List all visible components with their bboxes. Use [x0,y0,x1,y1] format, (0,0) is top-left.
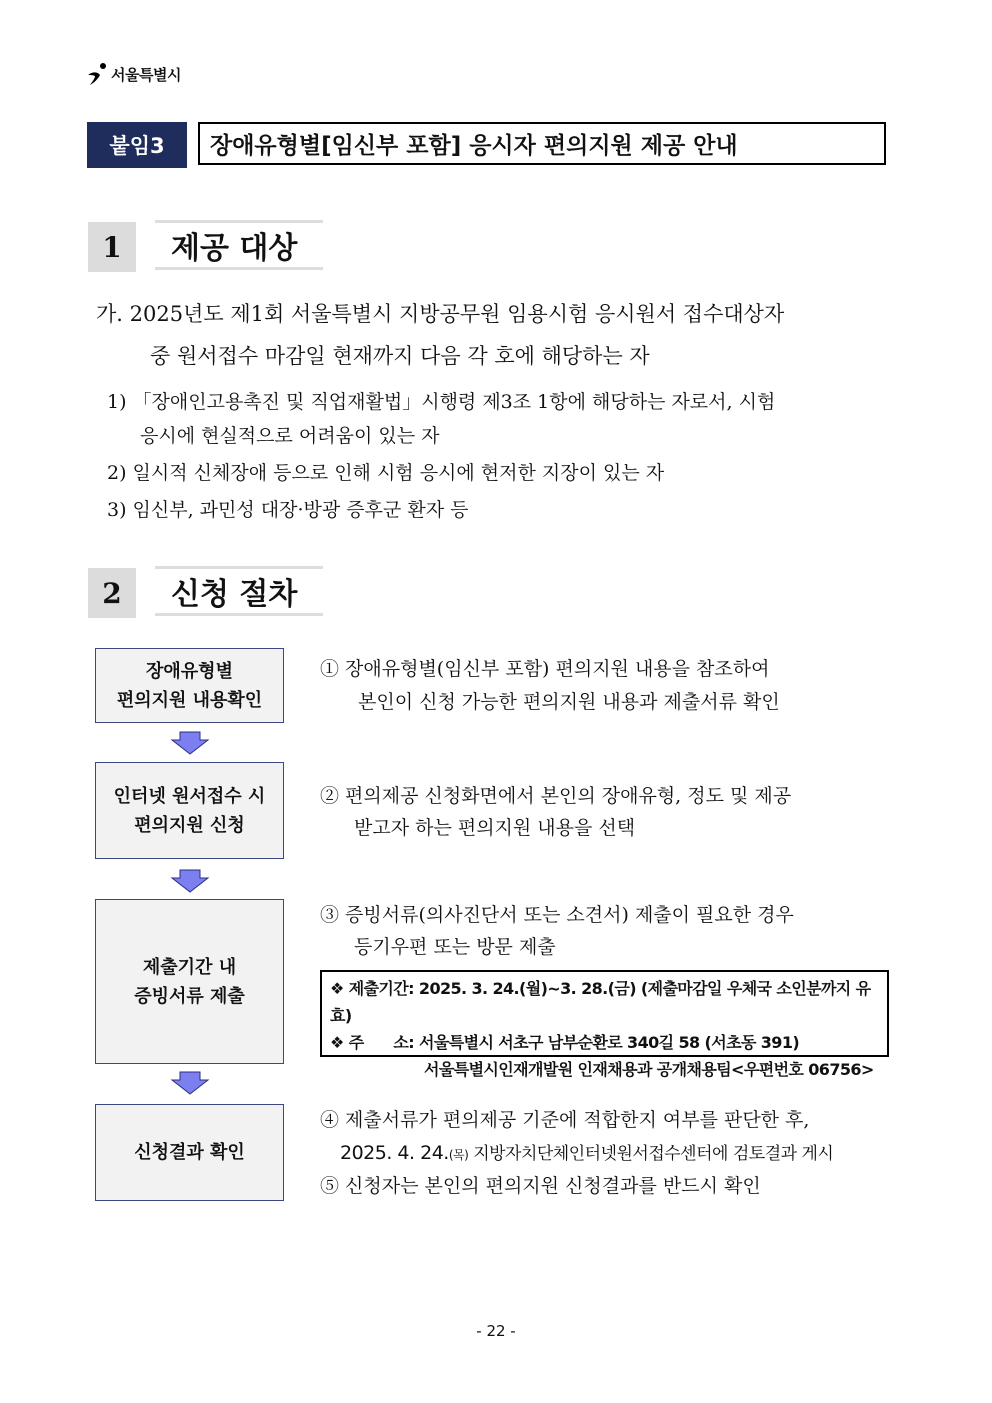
step3-text-line2: 등기우편 또는 방문 제출 [354,936,556,958]
step3-box-line1: 제출기간 내 [142,956,237,978]
step2-box [95,762,284,859]
flow-arrow-down-icon [170,1071,210,1095]
attachment-title: 장애유형별[임신부 포함] 응시자 편의지원 제공 안내 [198,122,886,165]
result-date: 2025. 4. 24. [340,1142,449,1164]
step1-box-line1: 장애유형별 [146,660,233,682]
section2-title: 신청 절차 [155,566,323,616]
seoul-logo-icon [86,62,108,86]
step5-text: ⑤ 신청자는 본인의 편의지원 신청결과를 반드시 확인 [320,1175,761,1197]
page-number: - 22 - [476,1322,516,1340]
step4-text-line2 [340,1137,833,1171]
result-posting: 지방자치단체인터넷원서접수센터에 검토결과 게시 [468,1144,834,1164]
step4-box [95,1104,284,1201]
step3-box [95,899,284,1064]
section1-item1-line1: 1) 「장애인고용촉진 및 직업재활법」시행령 제3조 1항에 해당하는 자로서, 시험 [107,391,776,413]
step1-text-line1: ① 장애유형별(임신부 포함) 편의지원 내용을 참조하여 [320,658,770,680]
submission-recipient: 서울특별시인재개발원 인재채용과 공개채용팀<우편번호 06756> [424,1060,874,1079]
step1-box-line2: 편의지원 내용확인 [116,689,263,711]
section1-title: 제공 대상 [155,220,323,270]
step1-text-line2: 본인이 신청 가능한 편의지원 내용과 제출서류 확인 [358,691,780,713]
step3-text-line1: ③ 증빙서류(의사진단서 또는 소견서) 제출이 필요한 경우 [320,904,794,926]
seoul-logo-text: 서울특별시 [111,65,181,84]
section1-para-a-line2: 중 원서접수 마감일 현재까지 다음 각 호에 해당하는 자 [150,344,650,368]
step4-box-line1: 신청결과 확인 [134,1142,245,1163]
result-day: (목) [448,1148,469,1162]
step2-text-line1: ② 편의제공 신청화면에서 본인의 장애유형, 정도 및 제공 [320,785,792,807]
step2-box-line2: 편의지원 신청 [134,814,245,836]
section1-item1-line2: 응시에 현실적으로 어려움이 있는 자 [140,425,440,447]
section1-item3: 3) 임신부, 과민성 대장·방광 증후군 환자 등 [107,499,469,521]
section2-number: 2 [88,568,136,618]
step2-text-line2: 받고자 하는 편의지원 내용을 선택 [354,817,636,839]
flow-arrow-down-icon [170,869,210,893]
seoul-logo [86,62,181,86]
step3-box-line2: 증빙서류 제출 [134,985,245,1007]
section1-item2: 2) 일시적 신체장애 등으로 인해 시험 응시에 현저한 지장이 있는 자 [107,462,665,484]
step2-box-line1: 인터넷 원서접수 시 [113,785,266,807]
section1-para-a-line1: 가. 2025년도 제1회 서울특별시 지방공무원 임용시험 응시원서 접수대상자 [96,302,785,326]
step1-box [95,648,284,723]
submission-address: ❖ 주 소: 서울특별시 서초구 남부순환로 340길 58 (서초동 391) [330,1033,800,1052]
submission-period: ❖ 제출기간: 2025. 3. 24.(월)~3. 28.(금) (제출마감일 우체국 소인분까지 유효) [330,979,871,1025]
submission-note-box [320,970,889,1079]
attachment-badge: 붙임3 [87,122,187,168]
section1-number: 1 [88,222,136,272]
step4-text-line1: ④ 제출서류가 편의제공 기준에 적합한지 여부를 판단한 후, [320,1109,810,1131]
flow-arrow-down-icon [170,731,210,755]
